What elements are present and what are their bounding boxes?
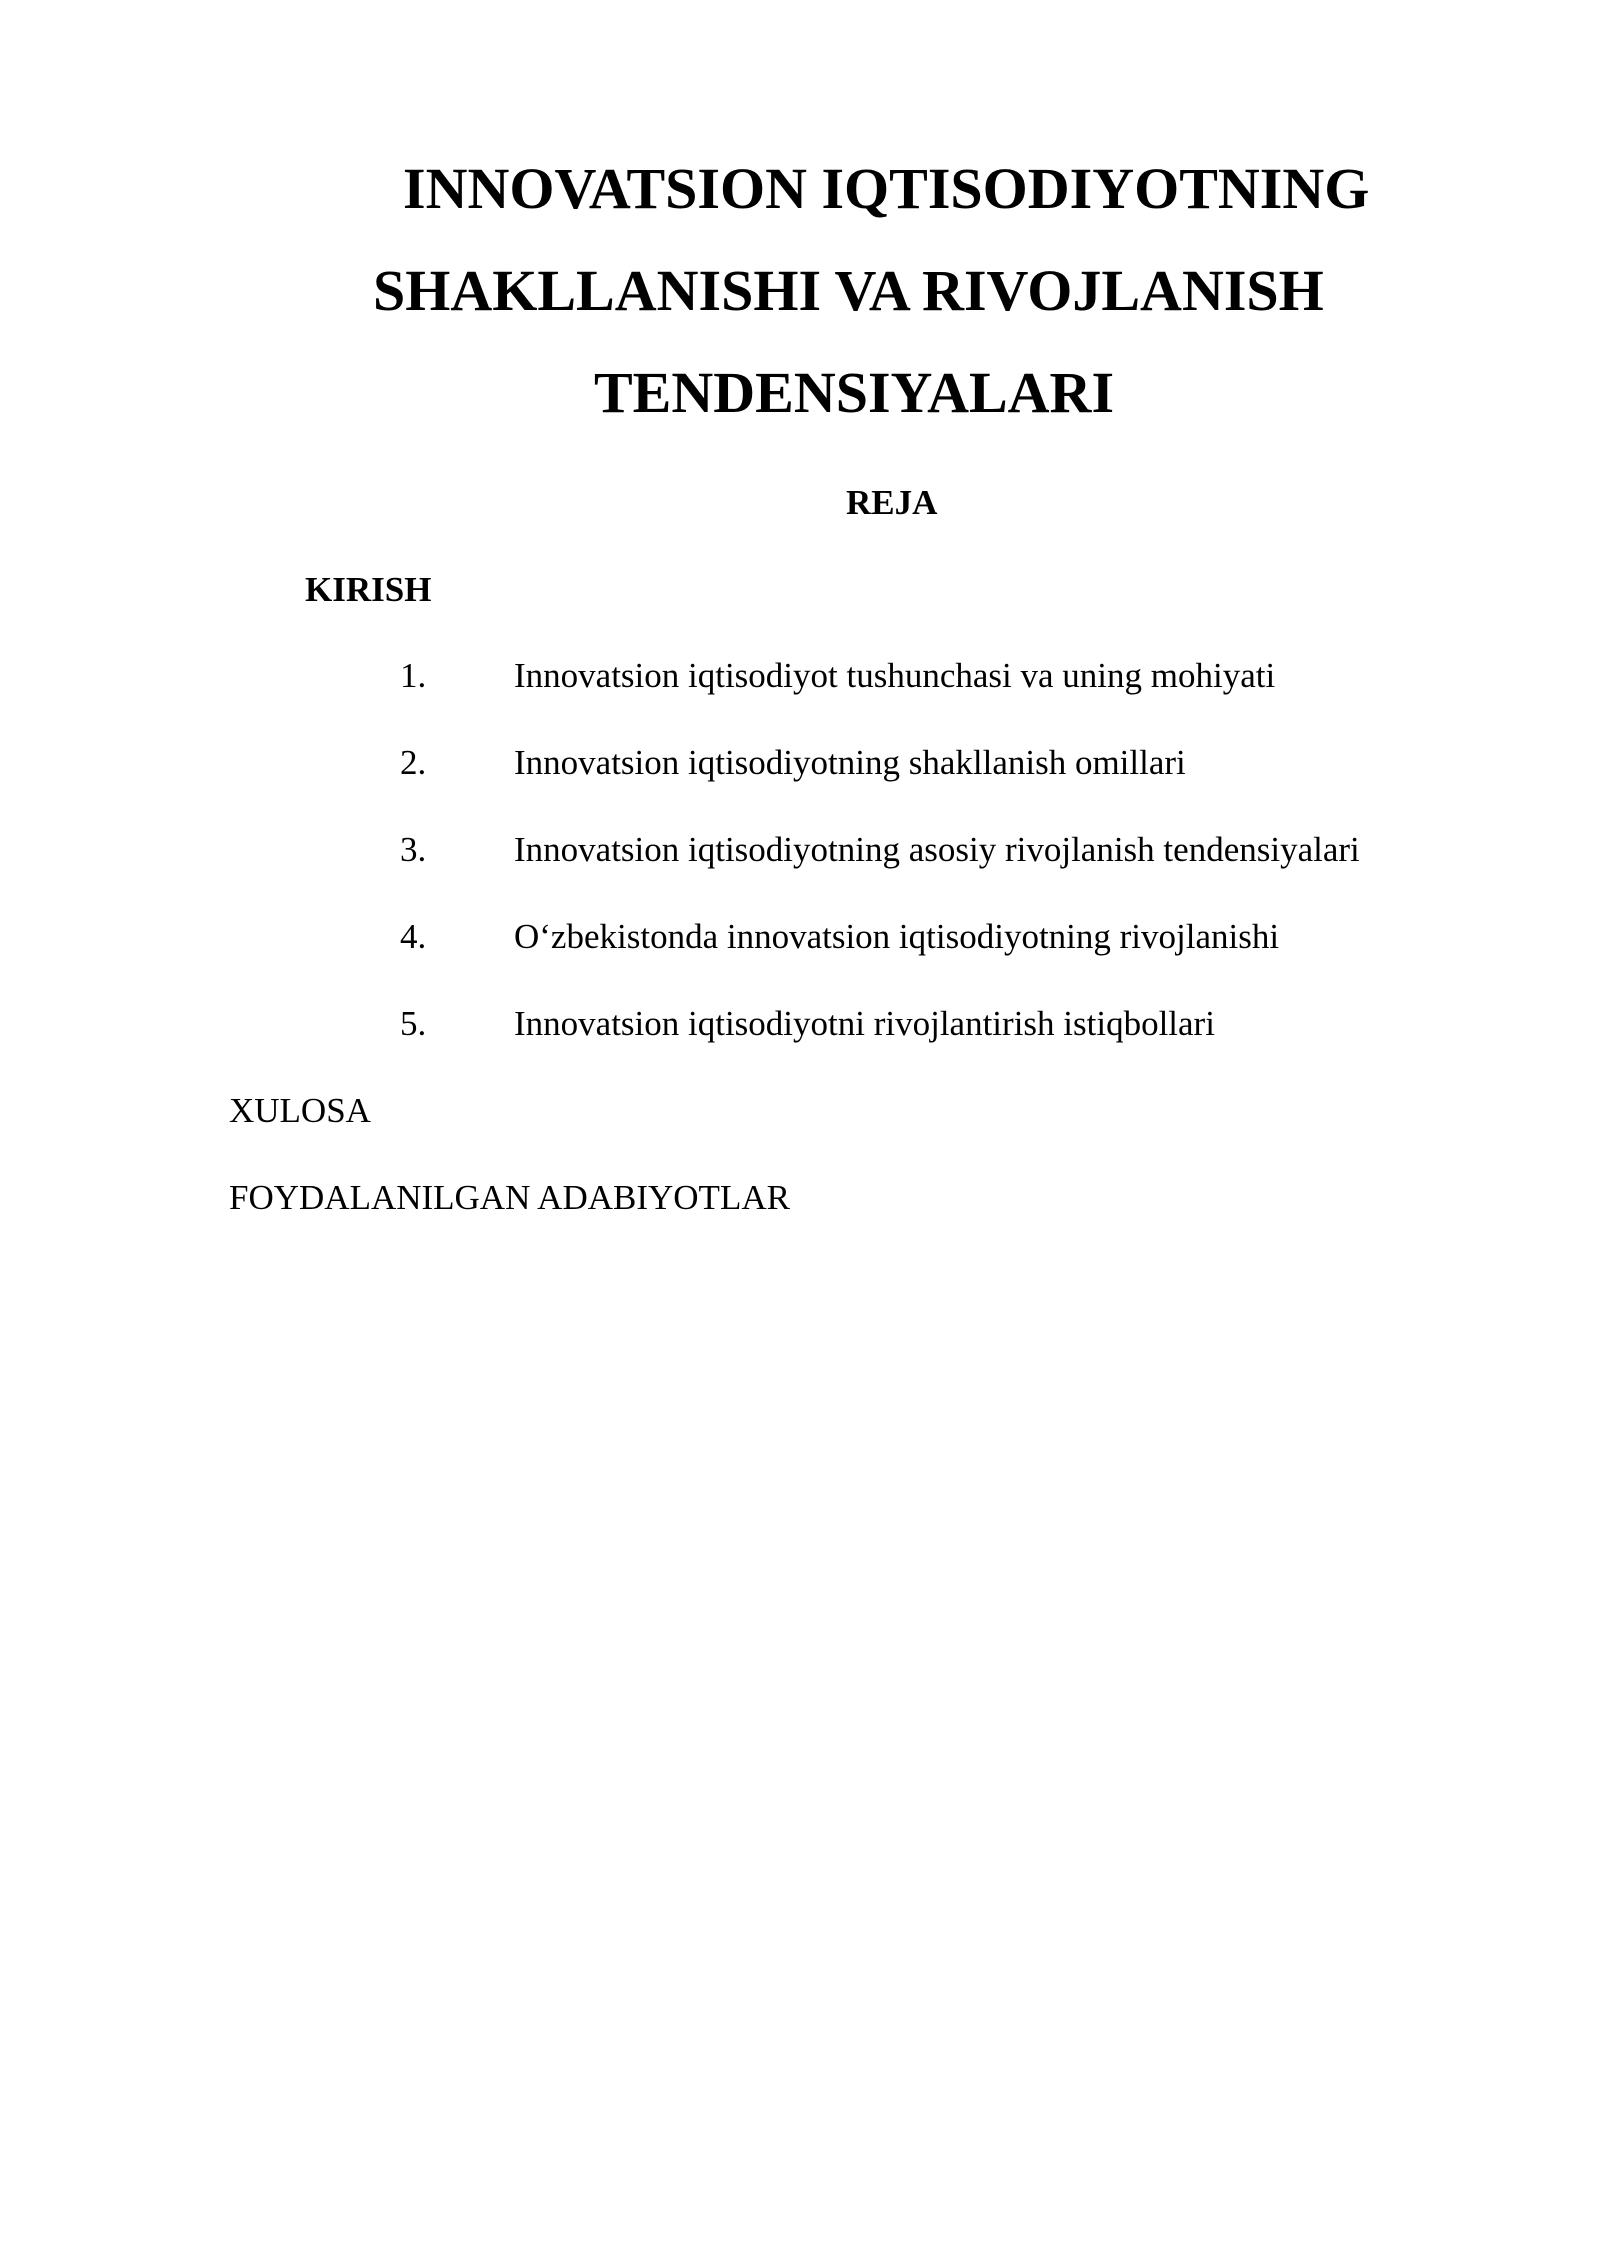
intro-heading: KIRISH — [305, 570, 432, 609]
plan-heading: REJA — [846, 483, 938, 522]
plan-item-number: 3. — [400, 830, 427, 869]
plan-item-number: 4. — [400, 917, 427, 956]
document-title-line-2: SHAKLLANISHI VA RIVOJLANISH — [373, 258, 1324, 323]
plan-item-text: Innovatsion iqtisodiyotning shakllanish omillari — [514, 743, 1186, 782]
references-heading: FOYDALANILGAN ADABIYOTLAR — [229, 1178, 790, 1217]
plan-item-number: 1. — [400, 656, 427, 695]
document-title-line-3: TENDENSIYALARI — [594, 360, 1115, 425]
plan-item-text: Innovatsion iqtisodiyot tushunchasi va uning mohiyati — [514, 656, 1276, 695]
plan-item-number: 5. — [400, 1004, 427, 1043]
document-title-line-1: INNOVATSION IQTISODIYOTNING — [403, 156, 1370, 221]
plan-item-number: 2. — [400, 743, 427, 782]
plan-item-text: Innovatsion iqtisodiyotni rivojlantirish istiqbollari — [514, 1004, 1215, 1043]
plan-item-text: O‘zbekistonda innovatsion iqtisodiyotning rivojlanishi — [514, 917, 1280, 956]
conclusion-heading: XULOSA — [229, 1091, 371, 1130]
plan-item-text: Innovatsion iqtisodiyotning asosiy rivojlanish tendensiyalari — [514, 830, 1360, 869]
